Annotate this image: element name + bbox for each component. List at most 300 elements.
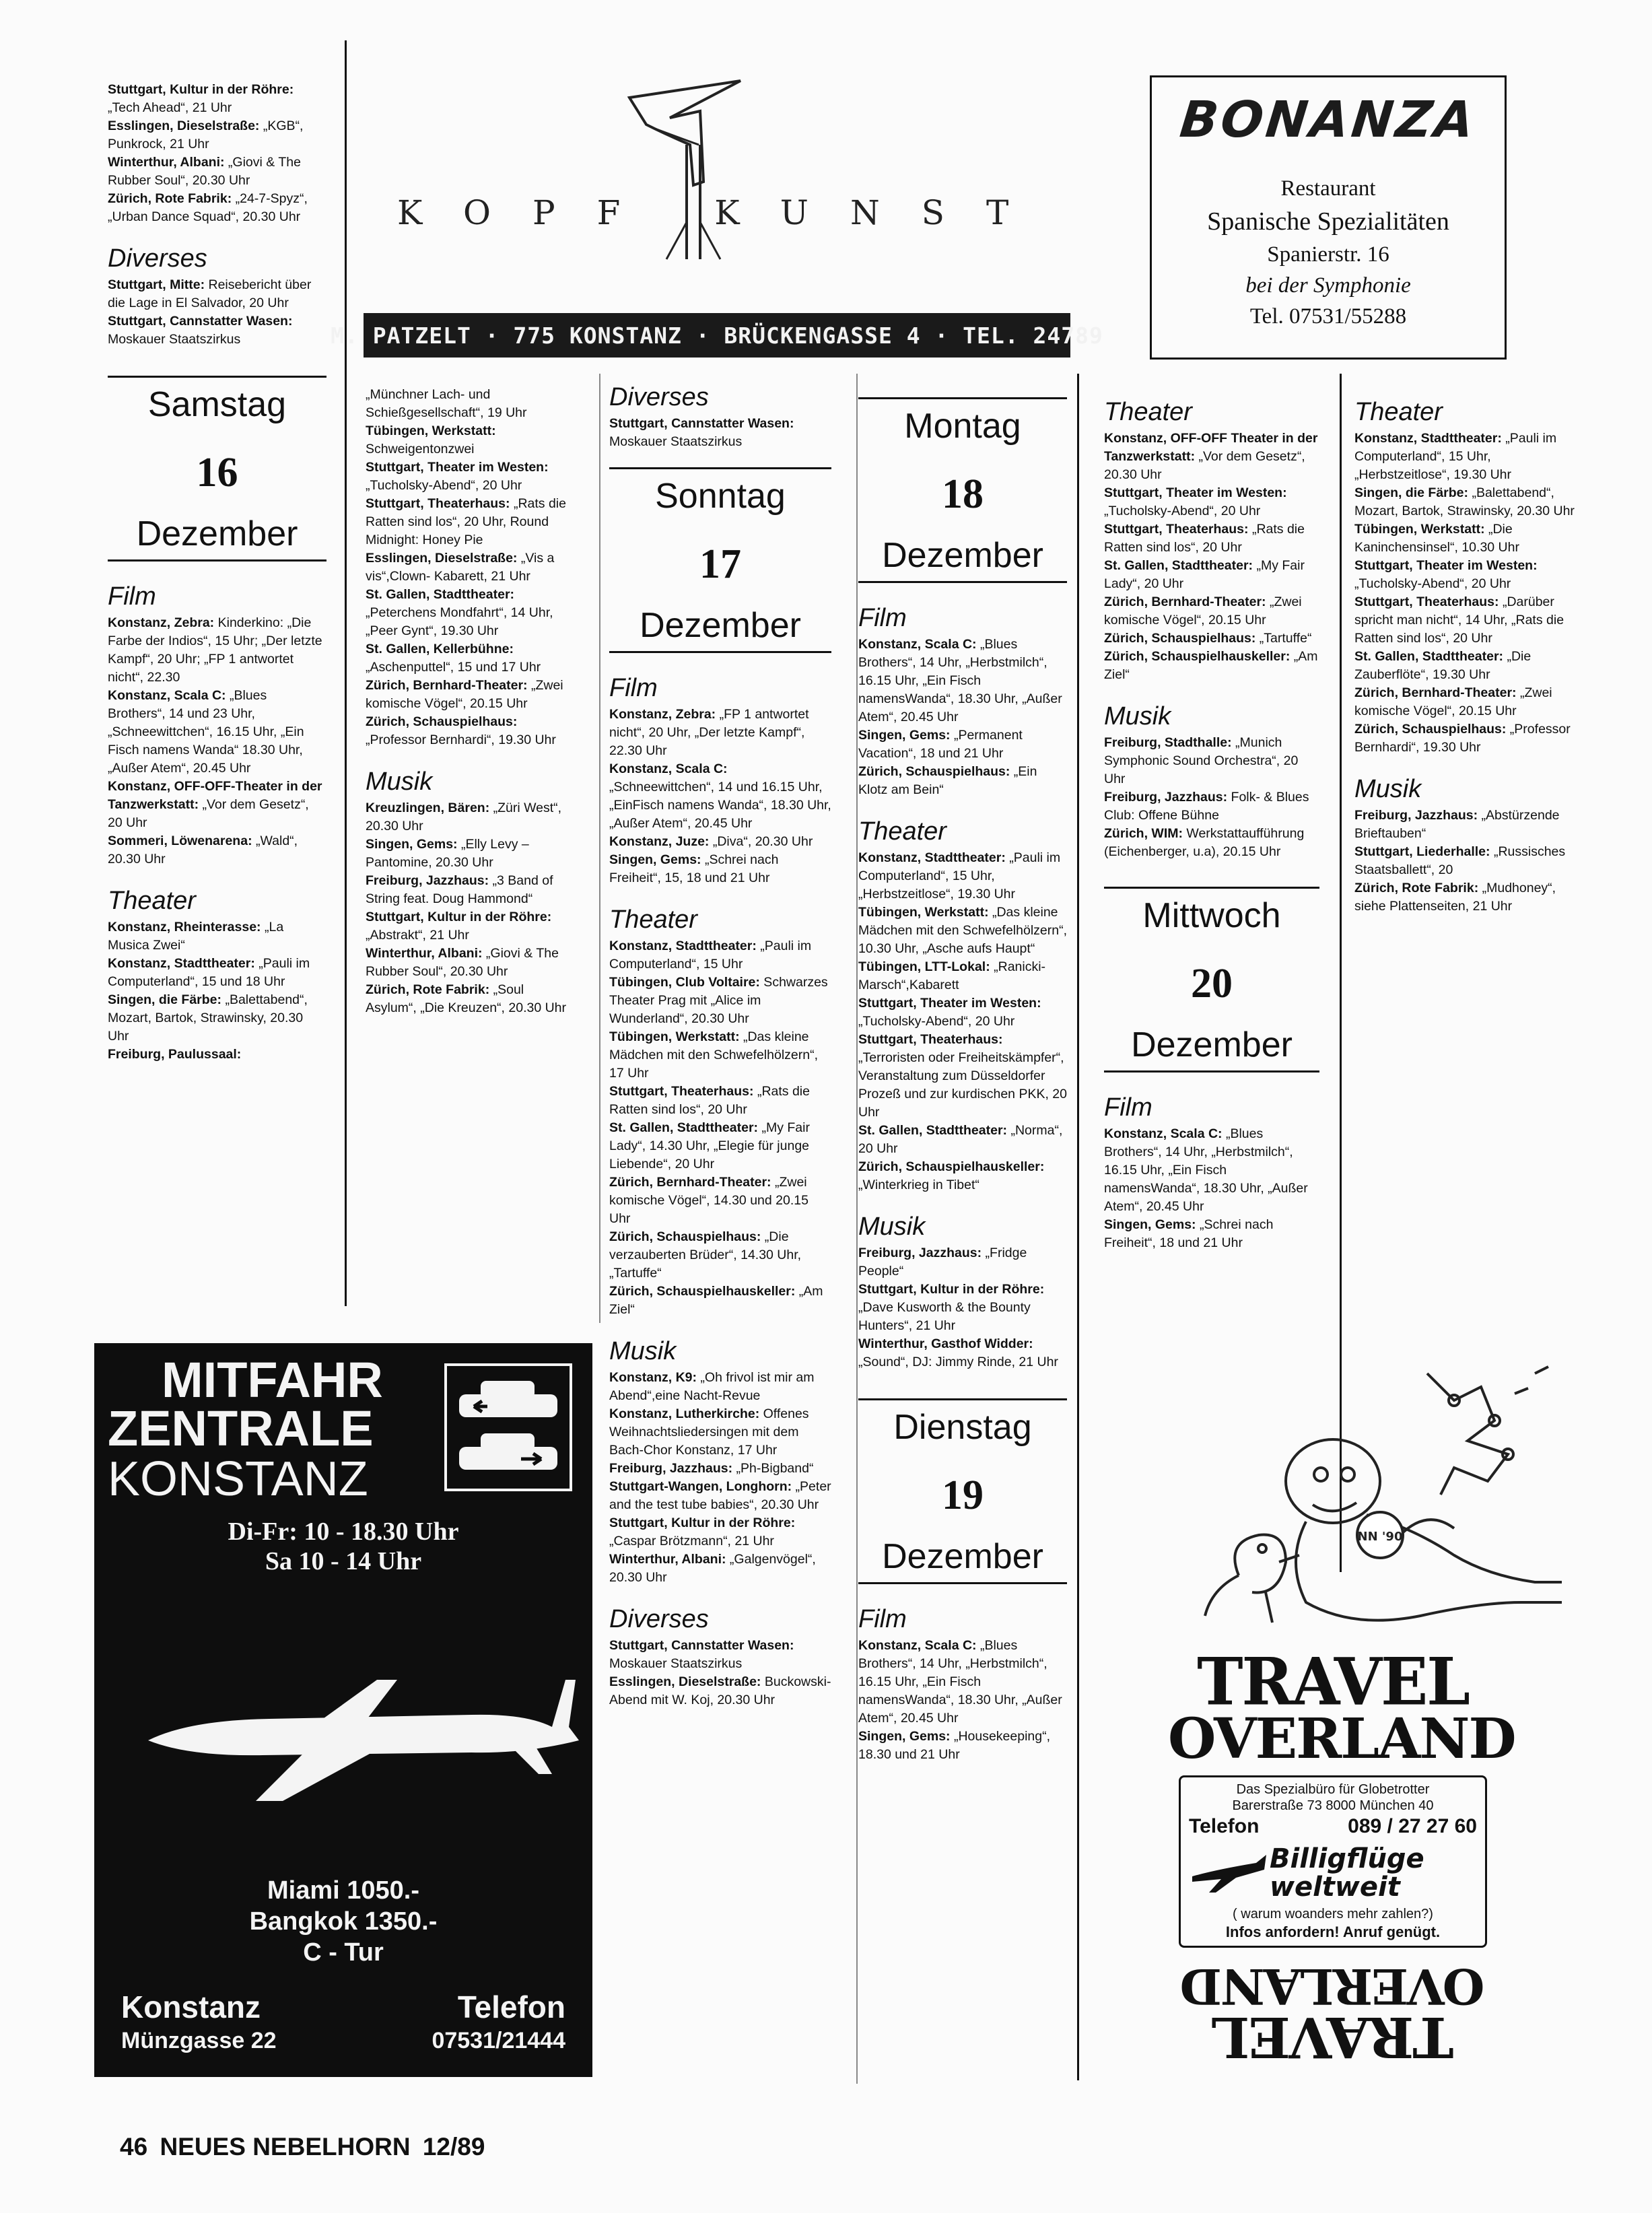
listing-venue: Zürich, Bernhard-Theater: [1104,594,1266,609]
listing-venue: Winterthur, Albani: [108,155,225,170]
bonanza-line: Spanierstr. 16 [1267,242,1389,267]
listing-details: „Ranicki-Marsch“,Kabarett [858,959,1046,992]
listing-entry [609,974,831,1028]
listing-venue: Zürich, Schauspielhauskeller: [858,1159,1045,1174]
section-heading: Film [858,604,907,632]
bonanza-line: Tel. 07531/55288 [1249,304,1407,329]
airplane-icon [94,1639,592,1814]
listing-details: „Pauli im Computerland“, 15 und 18 Uhr [108,956,310,989]
listing-venue: Freiburg, Jazzhaus: [609,1461,733,1476]
section-heading: Film [108,582,156,611]
listing-venue: Konstanz, Scala C: [1104,1126,1223,1141]
listing-details: „Darüber spricht man nicht“, 14 Uhr, „Rats die Ratten sind los“, 20 Uhr [1354,594,1564,646]
divider [858,397,1067,399]
listing-entry [858,904,1067,958]
listing-details: „Soul Asylum“, „Die Kreuzen“, 20.30 Uhr [366,982,567,1015]
listing-details: „Blues Brothers“, 14 Uhr, „Herbstmilch“, 16.15 Uhr, „Ein Fisch namensWanda“, 18.30 Uhr, „Außer Atem“, 20.45 Uhr [858,1638,1062,1726]
listing-entry [858,1031,1067,1122]
listing-details: „Tucholsky-Abend“, 20 Uhr [1104,504,1261,518]
listing-details: Schweigentonzwei [366,442,475,456]
listing-entry [858,1122,1067,1158]
listing-venue: Tübingen, Club Voltaire: [609,975,760,990]
listing-venue: Stuttgart, Kultur in der Röhre: [366,910,552,924]
listing-details: „Abstrakt“, 21 Uhr [366,928,469,943]
listing-entry [609,1460,831,1478]
listing-venue: Stuttgart, Theater im Westen: [1354,558,1538,573]
listing-details: „KGB“, Punkrock, 21 Uhr [108,118,304,151]
listing-details: „Balettabend“, Mozart, Bartok, Strawinsky, 20.30 Uhr [108,992,308,1044]
column-3 [609,382,831,1709]
day-heading-dienstag [858,1407,1067,1577]
listing-details: „Tucholsky-Abend“, 20 Uhr [366,478,522,493]
listing-group [858,636,1067,799]
kopfkunst-ad [331,71,1103,367]
listing-entry [108,190,326,226]
day-heading-montag [858,406,1067,576]
divider [858,1398,1067,1400]
listing-venue: Stuttgart, Theaterhaus: [1354,594,1499,609]
section-heading: Film [858,1605,907,1633]
listing-venue: Konstanz, Zebra: [108,615,215,630]
listing-entry [858,1281,1067,1335]
listing-details: „Peter and the test tube babies“, 20.30 Uhr [609,1479,831,1512]
mitfahr-line: ZENTRALE [108,1400,374,1456]
listing-entry [1354,593,1577,648]
listing-venue: Konstanz, OFF-OFF Theater in der Tanzwerkstatt: [1104,431,1318,464]
listing-venue: Konstanz, Scala C: [858,637,977,652]
listing-entry [1104,1125,1319,1216]
listing-venue: St. Gallen, Stadttheater: [366,587,515,602]
listing-venue: Freiburg, Jazzhaus: [1104,790,1228,805]
listing-details: „Aschenputtel“, 15 und 17 Uhr [366,660,541,675]
listing-details: „Zwei komische Vögel“, 14.30 und 20.15 Uhr [609,1175,808,1226]
listing-details: „Giovi & The Rubber Soul“, 20.30 Uhr [108,155,301,188]
listing-details: Kinderkino: „Die Farbe der Indios“, 15 Uhr; „Der letzte Kampf“, 20 Uhr; „FP 1 antwortet nicht“, 22.30 [108,615,322,685]
listing-entry [609,851,831,887]
mitfahr-tel-label: Telefon [457,1989,565,2024]
bonanza-title: BONANZA [1177,91,1480,149]
listing-venue: Zürich, Schauspielhaus: [1104,631,1256,646]
listing-entry [108,276,326,312]
listing-details: „Schrei nach Freiheit“, 18 und 21 Uhr [1104,1217,1274,1250]
listing-entry [1104,629,1319,648]
listing-details: Offenes Weihnachtsliedersingen mit dem Bach-Chor Konstanz, 17 Uhr [609,1406,809,1458]
listing-details: „Permanent Vacation“, 18 und 21 Uhr [858,728,1023,761]
listing-venue: Konstanz, K9: [609,1370,697,1385]
listing-entry [1354,430,1577,484]
kopfkunst-address-bar [331,313,1103,358]
listing-group [1354,807,1577,916]
listing-venue: Tübingen, Werkstatt: [858,905,989,920]
listing-venue: Singen, die Färbe: [108,992,222,1007]
listing-details: „Schneewittchen“, 14 und 16.15 Uhr, „EinFisch namens Wanda“, 18.30 Uhr, „Außer Atem“, 20.45 Uhr [609,780,831,831]
listing-venue: St. Gallen, Stadttheater: [1104,558,1253,573]
listing-entry [108,955,326,991]
month-name: Dezember [640,606,801,645]
listing-group [609,1637,831,1709]
listing-venue: Singen, die Färbe: [1354,485,1469,500]
day-heading-mittwoch [1104,895,1319,1065]
listing-venue: Konstanz, Zebra: [609,707,716,722]
section-heading: Musik [858,1213,926,1241]
column-rule [345,40,347,1306]
month-name: Dezember [136,514,298,553]
listing-entry [1354,648,1577,684]
listing-details: „Münchner Lach- und Schießgesellschaft“, 19 Uhr [366,387,527,420]
listing-venue: Stuttgart, Liederhalle: [1354,844,1490,859]
section-heading: Theater [858,817,947,846]
section-heading: Diverses [609,383,709,411]
listing-entry [609,1405,831,1460]
day-number: 19 [942,1472,984,1518]
listing-entry [609,1478,831,1514]
listing-venue: Konstanz, Stadttheater: [858,850,1006,865]
listing-venue: Zürich, Schauspielhaus: [609,1229,761,1244]
listing-entry [609,1673,831,1709]
listing-entry [858,1158,1067,1194]
listing-entry [108,832,326,869]
price-line: Miami 1050.- [267,1876,419,1905]
listing-entry [366,422,574,458]
listing-venue: Stuttgart, Theaterhaus: [1104,522,1249,537]
travel-line: Infos anfordern! Anruf genügt. [1225,1923,1441,1940]
listing-details: „Professor Bernhardi“, 19.30 Uhr [366,733,556,747]
travel-info-box [1179,1775,1487,1948]
listing-group [108,918,326,1064]
listing-entry [366,872,574,908]
divider [609,651,831,653]
listing-group [1104,1125,1319,1252]
mitfahr-line: KONSTANZ [108,1452,368,1506]
mitfahrzentrale-ad [94,1343,592,2077]
mitfahr-line: MITFAHR [162,1352,383,1408]
listing-entry [1354,684,1577,720]
listing-venue: Esslingen, Dieselstraße: [609,1674,761,1689]
travel-tel: 089 / 27 27 60 [1348,1815,1477,1837]
listing-entry [108,312,326,349]
listing-details: „Norma“, 20 Uhr [858,1123,1063,1156]
listing-details: „Vis a vis“,Clown- Kabarett, 21 Uhr [366,551,555,584]
listing-venue: Zürich, WIM: [1104,826,1183,841]
listing-details: „Blues Brothers“, 14 und 23 Uhr, „Schneewittchen“, 16.15 Uhr, „Ein Fisch namens Wanda“ 18.30 Uhr, „Außer Atem“, 20.45 Uhr [108,688,304,776]
listing-details: „Die Kaninchensinsel“, 10.30 Uhr [1354,522,1519,555]
listing-details: „Winterkrieg in Tibet“ [858,1178,979,1192]
listing-details: Werkstattaufführung (Eichenberger, u.a), 20.15 Uhr [1104,826,1305,859]
listing-details: „Oh frivol ist mir am Abend“,eine Nacht-Revue [609,1370,815,1403]
listing-venue: Konstanz, Scala C: [858,1638,977,1653]
listing-venue: Stuttgart, Theater im Westen: [366,460,549,475]
section-heading: Musik [1104,702,1171,730]
listing-entry [1104,1216,1319,1252]
bonanza-ad [1150,75,1507,360]
listing-entry [366,586,574,640]
listing-entry [366,640,574,677]
section-heading: Musik [609,1337,677,1365]
listing-details: „Galgenvögel“, 20.30 Uhr [609,1552,816,1585]
month-name: Dezember [1131,1025,1293,1064]
listing-venue: Zürich, Schauspielhaus: [366,714,518,729]
page-number: 46 [120,2133,148,2160]
listing-group [858,849,1067,1194]
listing-group [108,614,326,869]
issue-number: 12/89 [422,2133,485,2160]
listing-details: Moskauer Staatszirkus [108,332,241,347]
listing-entry [1104,520,1319,557]
listing-details: „Blues Brothers“, 14 Uhr, „Herbstmilch“, 16.15 Uhr, „Ein Fisch namensWanda“, 18.30 Uhr, „Außer Atem“, 20.45 Uhr [858,637,1062,724]
listing-venue: St. Gallen, Stadttheater: [858,1123,1008,1138]
listing-details: „Abstürzende Brieftauben“ [1354,808,1560,841]
listing-details: „Das kleine Mädchen mit den Schwefelhölzern“, 17 Uhr [609,1029,818,1081]
listing-venue: Singen, Gems: [858,1729,951,1744]
day-name: Sonntag [655,477,786,516]
divider [1104,1070,1319,1073]
listing-entry [609,1637,831,1673]
listing-entry [858,763,1067,799]
listing-venue: Stuttgart, Kultur in der Röhre: [609,1516,796,1530]
travel-line: ( warum woanders mehr zahlen?) [1233,1907,1433,1921]
listing-details: „Professor Bernhardi“, 19.30 Uhr [1354,722,1571,755]
travel-line: Das Spezialbüro für Globetrotter [1236,1782,1430,1797]
listing-entry [609,1369,831,1405]
listing-group [609,1369,831,1587]
magazine-name: NEUES NEBELHORN [160,2133,411,2160]
listing-entry [108,614,326,687]
listing-details: „Mudhoney“, siehe Plattenseiten, 21 Uhr [1354,881,1556,914]
month-name: Dezember [882,536,1043,575]
listing-details: „Zwei komische Vögel“, 20.15 Uhr [366,678,563,711]
listing-group [1104,430,1319,684]
listing-details: „Housekeeping“, 18.30 und 21 Uhr [858,1729,1051,1762]
listing-venue: Freiburg, Paulussaal: [108,1047,242,1062]
listing-details: „Elly Levy – Pantomine, 20.30 Uhr [366,837,529,870]
travel-logo-mirrored [1168,1958,1498,2069]
listing-entry [858,958,1067,994]
listing-venue: Zürich, Rote Fabrik: [366,982,490,997]
listing-details: „Balettabend“, Mozart, Bartok, Strawinsky, 20.30 Uhr [1354,485,1575,518]
section-heading: Theater [1354,398,1443,426]
listing-details: „Am Ziel“ [609,1284,823,1317]
listing-entry [366,981,574,1017]
mitfahr-title [108,1352,383,1506]
listing-details: Moskauer Staatszirkus [609,434,743,449]
listing-venue: Stuttgart, Kultur in der Röhre: [108,82,294,97]
listing-details: „Munich Symphonic Sound Orchestra“, 20 Uhr [1104,735,1299,786]
listing-venue: Stuttgart, Mitte: [108,277,205,292]
listing-venue: Zürich, Bernhard-Theater: [609,1175,771,1190]
listing-group [366,799,574,1017]
listing-details: „Diva“, 20.30 Uhr [709,834,813,849]
listing-venue: Sommeri, Löwenarena: [108,833,252,848]
listing-venue: Stuttgart, Theaterhaus: [858,1032,1003,1047]
listing-entry [858,726,1067,763]
listing-venue: Konstanz, Stadttheater: [108,956,255,971]
listing-entry [1354,720,1577,757]
listing-entry [609,1228,831,1283]
listing-entry [609,1173,831,1228]
listing-entry [1354,843,1577,879]
listing-details: „24-7-Spyz“, „Urban Dance Squad“, 20.30 Uhr [108,191,308,224]
listing-venue: Zürich, Schauspielhaus: [1354,722,1507,737]
listing-entry [1104,648,1319,684]
listing-entry [366,799,574,836]
listing-details: „Zwei komische Vögel“, 20.15 Uhr [1104,594,1302,627]
listing-details: „Peterchens Mondfahrt“, 14 Uhr, „Peer Gynt“, 19.30 Uhr [366,605,553,638]
travel-word: TRAVEL [1197,1643,1469,1720]
listing-details: „Tartuffe“ [1255,631,1312,646]
listing-entry [609,937,831,974]
listing-entry [609,1283,831,1319]
listing-entry [609,1119,831,1173]
listing-entry [108,154,326,190]
mitfahr-hours-line: Di-Fr: 10 - 18.30 Uhr [228,1518,459,1546]
listing-details: „Züri West“, 20.30 Uhr [366,801,562,833]
listing-entry [366,458,574,495]
listing-entry [366,945,574,981]
section-heading: Theater [609,906,697,934]
listing-entry [858,1244,1067,1281]
listing-venue: Stuttgart, Cannstatter Wasen: [108,314,293,329]
column-rule [856,374,858,2084]
listing-venue: Tübingen, Werkstatt: [609,1029,740,1044]
listing-group [858,1244,1067,1371]
listing-details: „Pauli im Computerland“, 15 Uhr, „Herbstzeitlose“, 19.30 Uhr [1354,431,1557,482]
listing-venue: Konstanz, OFF-OFF-Theater in der Tanzwerkstatt: [108,779,322,812]
listing-details: Moskauer Staatszirkus [609,1656,743,1671]
listing-details: „Rats die Ratten sind los“, 20 Uhr, Round Midnight: Honey Pie [366,496,566,547]
column-1 [108,81,326,1064]
bonanza-line: Restaurant [1280,176,1376,201]
column-2 [366,386,574,1017]
bonanza-line: bei der Symphonie [1245,273,1411,298]
listing-entry [108,991,326,1046]
listing-venue: Zürich, Bernhard-Theater: [366,678,528,693]
travel-word: OVERLAND [1181,1958,1485,2015]
mitfahr-street: Münzgasse 22 [121,2028,277,2053]
travel-flights-text [1270,1845,1424,1901]
listing-venue: Zürich, Schauspielhauskeller: [609,1284,796,1299]
listing-venue: Stuttgart, Cannstatter Wasen: [609,416,794,431]
listing-entry [108,918,326,955]
listing-details: „My Fair Lady“, 14.30 Uhr, „Elegie für junge Liebende“, 20 Uhr [609,1120,810,1171]
price-line: Bangkok 1350.- [249,1907,438,1936]
listing-entry [609,415,831,451]
listing-details: „Vor dem Gesetz“, 20 Uhr [108,797,309,830]
listing-entry [1104,430,1319,484]
listing-entry [1104,557,1319,593]
listing-venue: Zürich, Bernhard-Theater: [1354,685,1517,700]
listing-venue: Zürich, Rote Fabrik: [1354,881,1479,895]
listing-entry [1104,734,1319,788]
listing-entry [108,1046,326,1064]
section-heading: Diverses [108,244,207,273]
listing-entry [609,1083,831,1119]
listing-venue: Stuttgart, Theater im Westen: [1104,485,1287,500]
listing-details: „FP 1 antwortet nicht“, 20 Uhr, „Der letzte Kampf“, 22.30 Uhr [609,707,809,758]
listing-details: „My Fair Lady“, 20 Uhr [1104,558,1305,591]
listing-details: Folk- & Blues Club: Offene Bühne [1104,790,1309,823]
listing-group [1354,430,1577,757]
kopfkunst-wordmark: KOPF KUNST [397,193,1051,232]
section-heading: Musik [366,768,433,796]
listing-venue: Zürich, Schauspielhaus: [858,764,1010,779]
listing-group [609,706,831,887]
mitfahr-address [121,1988,277,2055]
listing-venue: Konstanz, Stadttheater: [1354,431,1502,446]
divider [1104,887,1319,889]
listing-venue: Singen, Gems: [609,852,701,867]
listing-venue: St. Gallen, Stadttheater: [609,1120,759,1135]
day-heading-samstag [108,384,326,554]
divider [108,376,326,378]
listing-venue: Stuttgart, Theaterhaus: [609,1084,754,1099]
listing-venue: Esslingen, Dieselstraße: [366,551,518,566]
travel-word: TRAVEL [1212,2004,1454,2069]
listing-venue: Konstanz, Scala C: [609,761,728,776]
listing-entry [858,636,1067,726]
listing-entry [858,1728,1067,1764]
section-heading: Film [1104,1093,1152,1122]
listing-entry [858,994,1067,1031]
listing-details: „Rats die Ratten sind los“, 20 Uhr [609,1084,810,1117]
listing-group [609,415,831,451]
listing-venue: Konstanz, Juze: [609,834,710,849]
travel-line: Barerstraße 73 8000 München 40 [1232,1798,1434,1813]
travel-word: OVERLAND [1168,1707,1515,1771]
listing-details: Buckowski-Abend mit W. Koj, 20.30 Uhr [609,1674,831,1707]
listing-entry [366,549,574,586]
listing-details: Reisebericht über die Lage in El Salvador, 20 Uhr [108,277,312,310]
listing-entry [108,81,326,117]
listing-details: „Vor dem Gesetz“, 20.30 Uhr [1104,449,1305,482]
page-footer [120,2133,485,2161]
listing-venue: Stuttgart, Kultur in der Röhre: [858,1282,1045,1297]
listing-venue: Singen, Gems: [366,837,458,852]
listing-venue: Konstanz, Scala C: [108,688,226,703]
day-name: Montag [904,407,1021,446]
listing-details: „Die Zauberflöte“, 19.30 Uhr [1354,649,1531,682]
price-line: C - Tur [303,1938,384,1967]
listing-venue: Tübingen, Werkstatt: [366,423,496,438]
listing-details: „Wald“, 20.30 Uhr [108,833,298,866]
listing-details: „Dave Kusworth & the Bounty Hunters“, 21 Uhr [858,1300,1031,1333]
listing-entry [366,713,574,749]
listing-entry [609,1514,831,1551]
listing-venue: Winterthur, Albani: [609,1552,726,1567]
listing-entry [366,386,574,422]
kopfkunst-address: M. PATZELT · 775 KONSTANZ · BRÜCKENGASSE 4 · TEL. 24789 [331,322,1103,349]
listing-group [108,81,326,226]
day-name: Mittwoch [1142,896,1281,935]
listing-entry [366,495,574,549]
section-heading: Theater [1104,398,1192,426]
listing-venue: Tübingen, Werkstatt: [1354,522,1485,537]
section-heading: Musik [1354,775,1422,803]
day-name: Dienstag [893,1408,1032,1447]
listing-venue: Esslingen, Dieselstraße: [108,118,260,133]
travel-overland-ad [1168,1643,1515,2097]
cartoon-illustration [1198,1360,1575,1656]
listing-entry [1104,484,1319,520]
listing-details: „Pauli im Computerland“, 15 Uhr, „Herbstzeitlose“, 19.30 Uhr [858,850,1061,901]
day-number: 18 [942,471,984,517]
listing-details: „Ein Klotz am Bein“ [858,764,1037,797]
day-name: Samstag [147,385,287,424]
mitfahr-tel: 07531/21444 [432,2028,565,2053]
listing-details: „Rats die Ratten sind los“, 20 Uhr [1104,522,1305,555]
mitfahr-hours-line: Sa 10 - 14 Uhr [265,1547,422,1575]
listing-details: „Tech Ahead“, 21 Uhr [108,100,232,115]
listing-venue: Konstanz, Rheinterasse: [108,920,261,934]
